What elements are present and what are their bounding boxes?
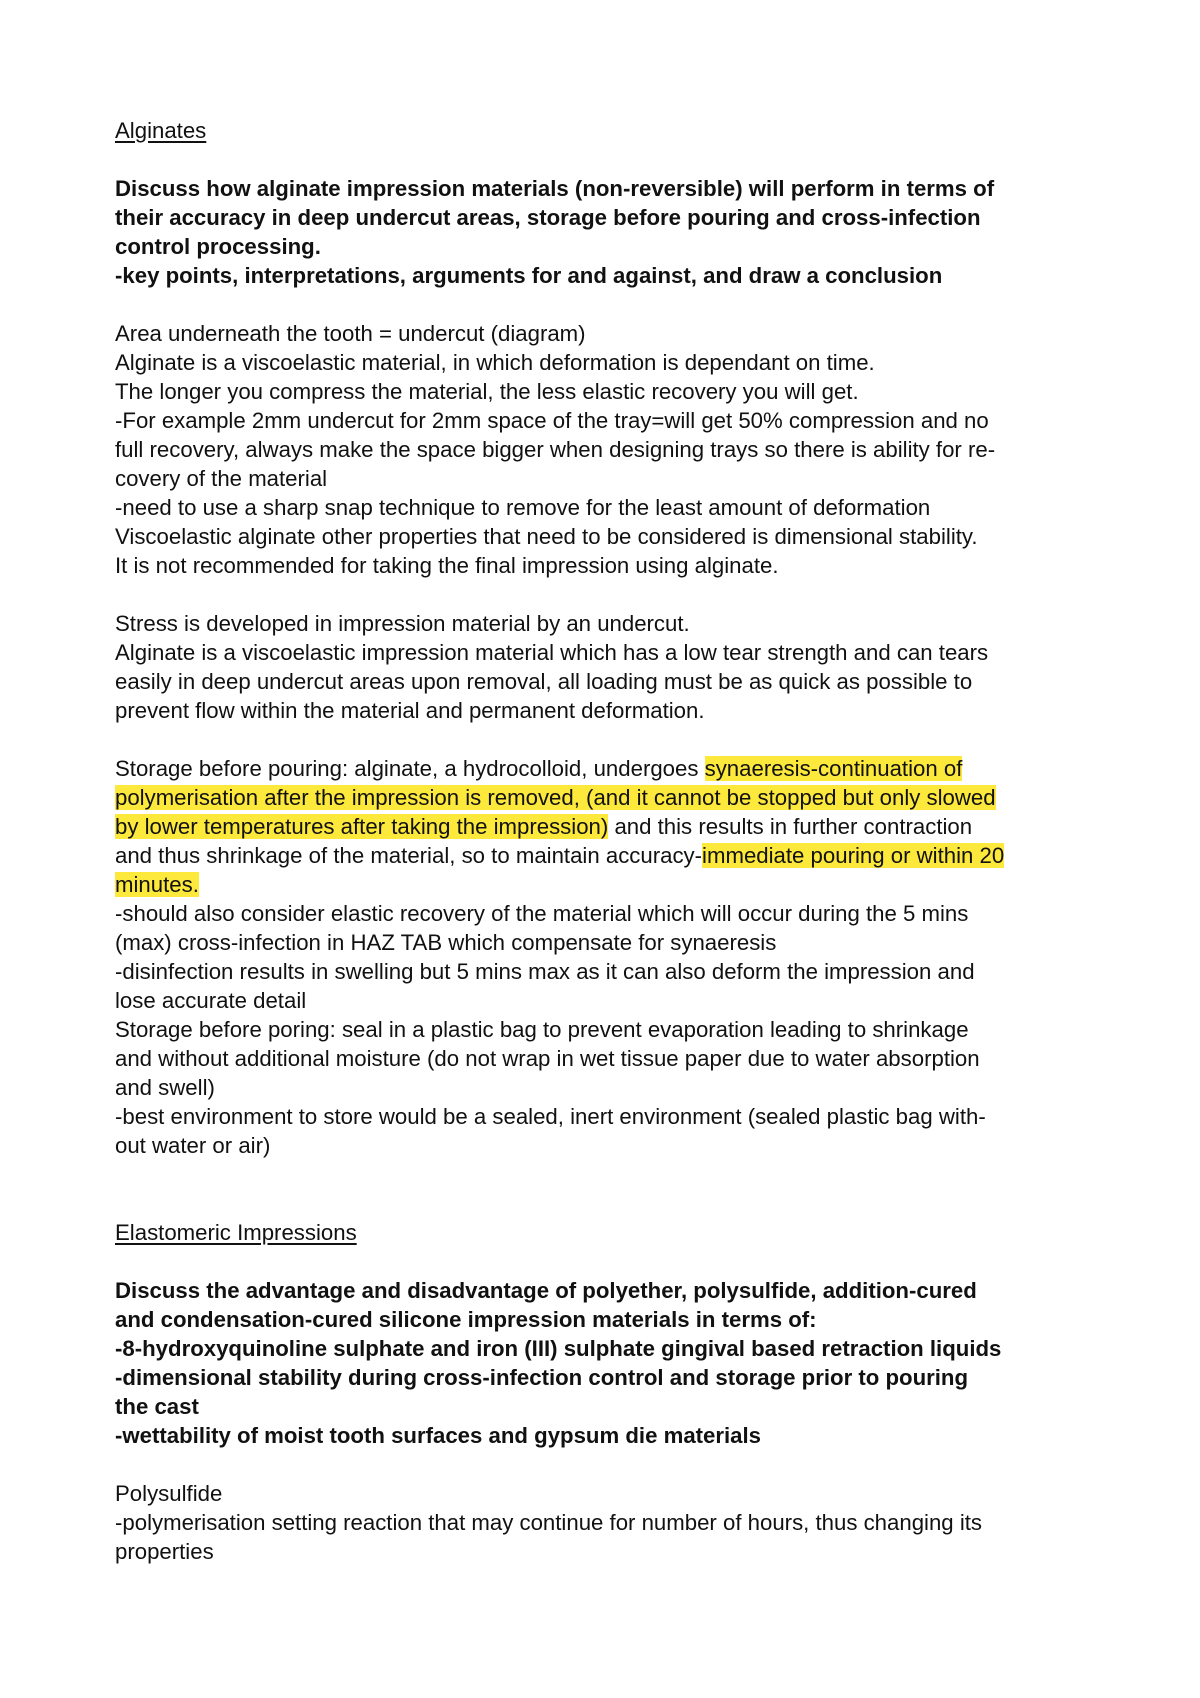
highlighted-text: polymerisation after the impression is removed, (and it cannot be stopped but only slowed <box>115 785 996 810</box>
text-line <box>115 870 1105 899</box>
text-line: Alginate is a viscoelastic material, in which deformation is dependant on time. <box>115 350 875 375</box>
question-line: the cast <box>115 1394 199 1419</box>
plain-text: and this results in further contraction <box>608 814 973 839</box>
document-page <box>115 116 1105 1566</box>
text-line: full recovery, always make the space bigger when designing trays so there is ability for re- <box>115 437 996 462</box>
highlighted-text: synaeresis-continuation of <box>704 756 963 781</box>
alginates-question <box>115 174 1105 290</box>
text-line: and swell) <box>115 1075 215 1100</box>
text-line: (max) cross-infection in HAZ TAB which compensate for synaeresis <box>115 930 777 955</box>
elastomeric-question <box>115 1276 1105 1450</box>
highlighted-text: immediate pouring or within 20 <box>702 843 1005 868</box>
question-line: their accuracy in deep undercut areas, storage before pouring and cross-infection <box>115 205 981 230</box>
storage-paragraph <box>115 754 1105 1160</box>
text-line: -should also consider elastic recovery of the material which will occur during the 5 mins <box>115 901 969 926</box>
question-line: -8-hydroxyquinoline sulphate and iron (III) sulphate gingival based retraction liquids <box>115 1336 1002 1361</box>
text-line: prevent flow within the material and permanent deformation. <box>115 698 705 723</box>
text-line: It is not recommended for taking the final impression using alginate. <box>115 553 779 578</box>
text-line: Area underneath the tooth = undercut (diagram) <box>115 321 586 346</box>
question-line: -key points, interpretations, arguments for and against, and draw a conclusion <box>115 263 943 288</box>
text-line: -polymerisation setting reaction that may continue for number of hours, thus changing its <box>115 1510 983 1535</box>
question-line: and condensation-cured silicone impression materials in terms of: <box>115 1307 817 1332</box>
question-line: control processing. <box>115 234 321 259</box>
plain-text: and thus shrinkage of the material, so to maintain accuracy- <box>115 843 703 868</box>
text-line: covery of the material <box>115 466 328 491</box>
text-line: easily in deep undercut areas upon removal, all loading must be as quick as possible to <box>115 669 973 694</box>
text-line: lose accurate detail <box>115 988 307 1013</box>
text-line: -need to use a sharp snap technique to remove for the least amount of deformation <box>115 495 931 520</box>
text-line: -For example 2mm undercut for 2mm space of the tray=will get 50% compression and no <box>115 408 989 433</box>
undercut-paragraph <box>115 319 1105 580</box>
text-line: -best environment to store would be a sealed, inert environment (sealed plastic bag with- <box>115 1104 986 1129</box>
text-line: and without additional moisture (do not wrap in wet tissue paper due to water absorption <box>115 1046 980 1071</box>
highlighted-text: minutes. <box>115 872 199 897</box>
text-line <box>115 754 1105 783</box>
stress-paragraph <box>115 609 1105 725</box>
text-line: The longer you compress the material, the less elastic recovery you will get. <box>115 379 859 404</box>
subheading-polysulfide: Polysulfide <box>115 1481 223 1506</box>
question-line: Discuss how alginate impression materials (non-reversible) will perform in terms of <box>115 176 995 201</box>
text-line <box>115 783 1105 812</box>
text-line: Stress is developed in impression material by an undercut. <box>115 611 690 636</box>
polysulfide-paragraph <box>115 1479 1105 1566</box>
text-line: out water or air) <box>115 1133 271 1158</box>
text-line: Viscoelastic alginate other properties that need to be considered is dimensional stability. <box>115 524 978 549</box>
highlighted-text: by lower temperatures after taking the impression) <box>115 814 609 839</box>
section-heading-alginates: Alginates <box>115 118 207 143</box>
question-line: Discuss the advantage and disadvantage of polyether, polysulfide, addition-cured <box>115 1278 977 1303</box>
text-line: Storage before poring: seal in a plastic bag to prevent evaporation leading to shrinkage <box>115 1017 969 1042</box>
text-line: Alginate is a viscoelastic impression material which has a low tear strength and can tears <box>115 640 989 665</box>
text-line <box>115 841 1105 870</box>
plain-text: Storage before pouring: alginate, a hydrocolloid, undergoes <box>115 756 705 781</box>
section-heading-elastomeric: Elastomeric Impressions <box>115 1220 357 1245</box>
text-line: properties <box>115 1539 214 1564</box>
question-line: -dimensional stability during cross-infection control and storage prior to pouring <box>115 1365 969 1390</box>
text-line <box>115 812 1105 841</box>
question-line: -wettability of moist tooth surfaces and gypsum die materials <box>115 1423 762 1448</box>
text-line: -disinfection results in swelling but 5 mins max as it can also deform the impression and <box>115 959 975 984</box>
